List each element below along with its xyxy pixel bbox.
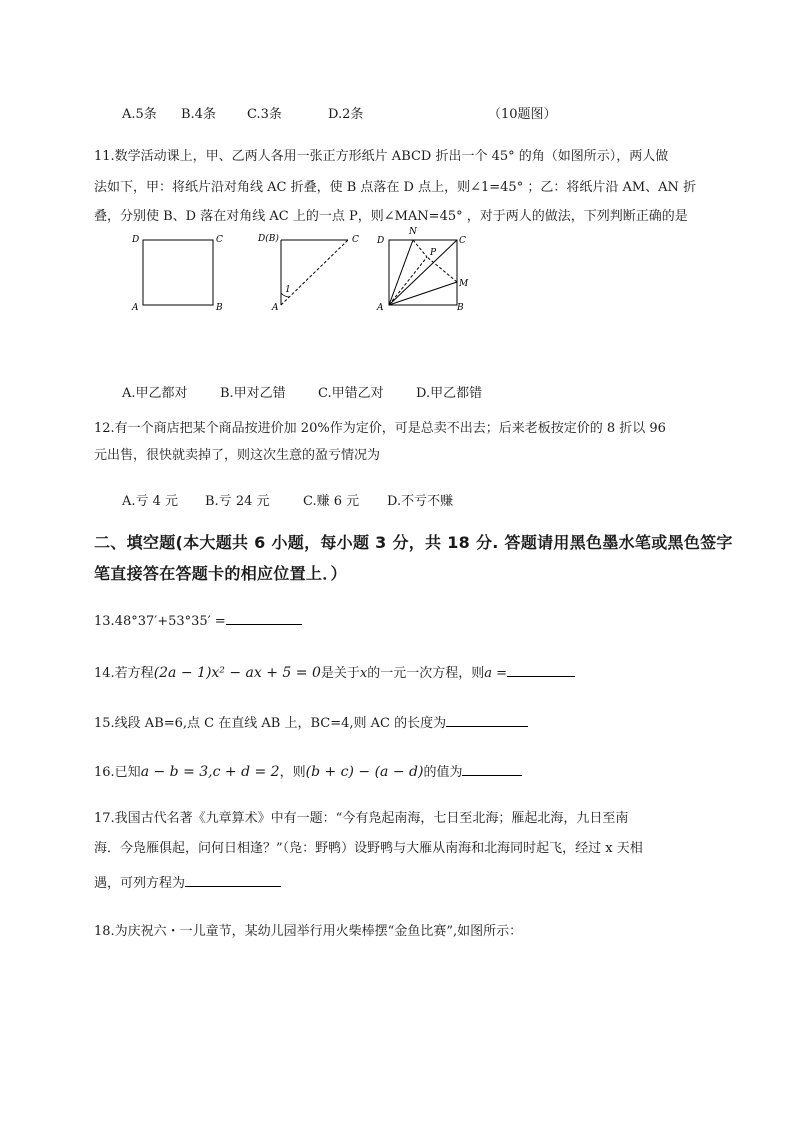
- vertex-a-label: A: [272, 303, 279, 313]
- vertex-n-label: N: [409, 227, 417, 237]
- q12-option-d: D.不亏不赚: [387, 494, 454, 509]
- q16-prefix: 16.已知: [94, 765, 141, 780]
- q16-tail: 的值为: [423, 765, 463, 780]
- q13-expression: 48°37′+53°35′ =: [114, 614, 226, 629]
- vertex-c-label: C: [459, 236, 466, 246]
- q11-figure-square: [128, 230, 228, 315]
- q10-option-a: A.5条: [122, 107, 157, 122]
- q12-line-2: 元出售，很快就卖掉了，则这次生意的盈亏情况为: [94, 448, 381, 463]
- q12-option-c: C.赚 6 元: [303, 494, 360, 509]
- q14-answer-var: a =: [484, 666, 508, 681]
- question-14: [94, 662, 575, 681]
- q14-equation: (2a − 1)x² − ax + 5 = 0: [153, 665, 321, 681]
- question-15: [94, 712, 528, 731]
- q10-figure-label: （10题图）: [488, 107, 557, 122]
- q11-line-2: 法如下，甲：将纸片沿对角线 AC 折叠，使 B 点落在 D 点上，则∠1=45° ；乙：将纸片沿 AM、AN 折: [94, 180, 697, 195]
- vertex-m-label: M: [459, 279, 469, 289]
- q10-option-c: C.3条: [247, 107, 282, 122]
- question-13: [94, 612, 302, 629]
- q12-line-1: 12.有一个商店把某个商品按进价加 20%作为定价，可是总卖不出去；后来老板按定价的 8 折以 96: [94, 421, 666, 436]
- vertex-db-label: D(B): [258, 234, 279, 244]
- q14-prefix: 14.若方程: [94, 666, 154, 681]
- q11-figure-fold-am-an: [373, 222, 473, 317]
- q17-line-2: 海．今凫雁俱起，问何日相逢？”（凫：野鸭）设野鸭与大雁从南海和北海同时起飞，经过 x 天相: [94, 841, 643, 856]
- q17-line-1: 17.我国古代名著《九章算术》中有一题：“今有凫起南海，七日至北海；雁起北海，九日至南: [94, 811, 629, 826]
- q11-option-a: A.甲乙都对: [122, 386, 188, 401]
- q13-number: 13.: [94, 614, 115, 629]
- q14-middle: 是关于: [320, 666, 360, 681]
- q17-line-3: [94, 872, 281, 891]
- q17-line-3-text: 遇，可列方程为: [94, 876, 186, 891]
- question-18: 18.为庆祝六・一儿童节，某幼儿园举行用火柴棒摆“金鱼比赛”,如图所示：: [94, 924, 523, 939]
- section-2-heading-line-2: 笔直接答在答题卡的相应位置上．）: [94, 564, 347, 583]
- q12-option-b: B.亏 24 元: [205, 494, 270, 509]
- vertex-b-label: B: [216, 303, 223, 313]
- q17-answer-blank[interactable]: [185, 874, 281, 887]
- point-p-label: P: [430, 248, 437, 258]
- vertex-c-label: C: [352, 235, 359, 245]
- q16-given: a − b = 3,c + d = 2: [140, 764, 280, 780]
- section-2-heading-line-1: 二、填空题(本大题共 6 小题，每小题 3 分，共 18 分. 答题请用黑色墨水笔或黑色签字: [94, 533, 733, 552]
- q11-option-c: C.甲错乙对: [318, 386, 384, 401]
- vertex-d-label: D: [377, 236, 385, 246]
- vertex-a-label: A: [132, 303, 139, 313]
- q14-tail: 的一元一次方程，则: [367, 666, 485, 681]
- q10-option-d: D.2条: [328, 107, 364, 122]
- q11-line-1: 11.数学活动课上，甲、乙两人各用一张正方形纸片 ABCD 折出一个 45° 的角（如图所示），两人做: [94, 149, 669, 164]
- q10-option-b: B.4条: [181, 107, 216, 122]
- angle-1-label: 1: [285, 285, 291, 295]
- vertex-b-label: B: [457, 303, 464, 313]
- q11-figure-fold-diagonal: [256, 230, 366, 315]
- q15-answer-blank[interactable]: [446, 714, 528, 727]
- vertex-c-label: C: [216, 235, 223, 245]
- q12-option-a: A.亏 4 元: [122, 494, 179, 509]
- q13-answer-blank[interactable]: [226, 612, 302, 625]
- q16-middle: ，则: [279, 765, 306, 780]
- vertex-d-label: D: [132, 235, 140, 245]
- q15-text: 15.线段 AB=6,点 C 在直线 AB 上，BC=4,则 AC 的长度为: [94, 716, 447, 731]
- q16-expression: (b + c) − (a − d): [305, 764, 424, 780]
- q16-answer-blank[interactable]: [462, 763, 522, 776]
- q11-option-d: D.甲乙都错: [416, 386, 483, 401]
- q11-option-b: B.甲对乙错: [220, 386, 286, 401]
- q14-variable: x: [359, 666, 368, 681]
- question-16: [94, 761, 522, 780]
- q14-answer-blank[interactable]: [507, 664, 575, 677]
- q11-line-3: 叠，分别使 B、D 落在对角线 AC 上的一点 P，则∠MAN=45° ，对于两人的做法，下列判断正确的是: [94, 209, 688, 224]
- vertex-a-label: A: [377, 303, 384, 313]
